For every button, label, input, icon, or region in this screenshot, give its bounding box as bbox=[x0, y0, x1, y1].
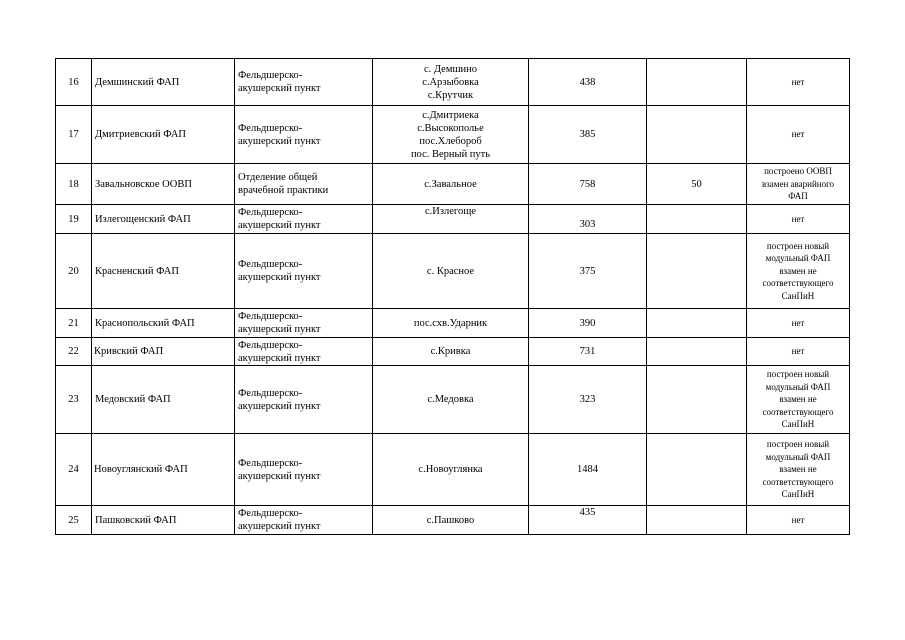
row-number: 22 bbox=[56, 338, 92, 366]
capacity bbox=[647, 59, 747, 106]
facilities-table bbox=[55, 58, 850, 535]
note: нет bbox=[747, 338, 850, 366]
table-row bbox=[56, 164, 850, 205]
row-number: 24 bbox=[56, 434, 92, 506]
note: построено ООВП взамен аварийного ФАП bbox=[747, 164, 850, 205]
facility-type: Фельдшерско- акушерский пункт bbox=[235, 366, 373, 434]
note: нет bbox=[747, 309, 850, 338]
facility-type: Отделение общей врачебной практики bbox=[235, 164, 373, 205]
facility-name: Краснопольский ФАП bbox=[92, 309, 235, 338]
table-row bbox=[56, 309, 850, 338]
facility-locations: с.Завальное bbox=[373, 164, 529, 205]
note: нет bbox=[747, 205, 850, 234]
population: 390 bbox=[529, 309, 647, 338]
population: 438 bbox=[529, 59, 647, 106]
note: построен новый модульный ФАП взамен не соответствующего СанПиН bbox=[747, 366, 850, 434]
row-number: 19 bbox=[56, 205, 92, 234]
capacity bbox=[647, 506, 747, 535]
facility-locations: с.Новоуглянка bbox=[373, 434, 529, 506]
table-row bbox=[56, 506, 850, 535]
table-row bbox=[56, 366, 850, 434]
facility-locations: с.Излегоще bbox=[373, 205, 529, 234]
facility-type: Фельдшерско- акушерский пункт bbox=[235, 106, 373, 164]
table-row bbox=[56, 59, 850, 106]
population: 385 bbox=[529, 106, 647, 164]
facility-type: Фельдшерско- акушерский пункт bbox=[235, 234, 373, 309]
facility-locations: с.Кривка bbox=[373, 338, 529, 366]
facility-type: Фельдшерско- акушерский пункт bbox=[235, 434, 373, 506]
facility-name: Медовский ФАП bbox=[92, 366, 235, 434]
capacity bbox=[647, 434, 747, 506]
facility-name: Дмитриевский ФАП bbox=[92, 106, 235, 164]
capacity bbox=[647, 234, 747, 309]
note: нет bbox=[747, 506, 850, 535]
facility-type: Фельдшерско- акушерский пункт bbox=[235, 205, 373, 234]
row-number: 17 bbox=[56, 106, 92, 164]
note: нет bbox=[747, 106, 850, 164]
table-row bbox=[56, 434, 850, 506]
facility-locations: с.Медовка bbox=[373, 366, 529, 434]
facility-locations: с.Пашково bbox=[373, 506, 529, 535]
population: 731 bbox=[529, 338, 647, 366]
row-number: 21 bbox=[56, 309, 92, 338]
row-number: 16 bbox=[56, 59, 92, 106]
facility-locations: пос.схв.Ударник bbox=[373, 309, 529, 338]
facility-name: Красненский ФАП bbox=[92, 234, 235, 309]
facility-name: Пашковский ФАП bbox=[92, 506, 235, 535]
facility-name: Новоуглянский ФАП bbox=[92, 434, 235, 506]
table-row bbox=[56, 106, 850, 164]
facility-type: Фельдшерско- акушерский пункт bbox=[235, 338, 373, 366]
population: 758 bbox=[529, 164, 647, 205]
row-number: 25 bbox=[56, 506, 92, 535]
facility-locations: с.Дмитриека с.Высокополье пос.Хлебороб пос. Верный путь bbox=[373, 106, 529, 164]
capacity bbox=[647, 338, 747, 366]
population: 323 bbox=[529, 366, 647, 434]
capacity bbox=[647, 366, 747, 434]
capacity bbox=[647, 309, 747, 338]
table-row bbox=[56, 234, 850, 309]
capacity bbox=[647, 106, 747, 164]
table-row bbox=[56, 205, 850, 234]
population: 1484 bbox=[529, 434, 647, 506]
row-number: 23 bbox=[56, 366, 92, 434]
note: нет bbox=[747, 59, 850, 106]
population: 375 bbox=[529, 234, 647, 309]
facility-type: Фельдшерско- акушерский пункт bbox=[235, 506, 373, 535]
facility-name: Излегощенский ФАП bbox=[92, 205, 235, 234]
facility-type: Фельдшерско- акушерский пункт bbox=[235, 59, 373, 106]
facility-locations: с. Демшино с.Арзыбовка с.Крутчик bbox=[373, 59, 529, 106]
facility-locations: с. Красное bbox=[373, 234, 529, 309]
facility-type: Фельдшерско- акушерский пункт bbox=[235, 309, 373, 338]
note: построен новый модульный ФАП взамен не соответствующего СанПиН bbox=[747, 234, 850, 309]
row-number: 20 bbox=[56, 234, 92, 309]
facility-name: Завальновское ООВП bbox=[92, 164, 235, 205]
population: 435 bbox=[529, 506, 647, 535]
note: построен новый модульный ФАП взамен не соответствующего СанПиН bbox=[747, 434, 850, 506]
capacity: 50 bbox=[647, 164, 747, 205]
capacity bbox=[647, 205, 747, 234]
table-row bbox=[56, 338, 850, 366]
population: 303 bbox=[529, 205, 647, 234]
facility-name: Демшинский ФАП bbox=[92, 59, 235, 106]
row-number: 18 bbox=[56, 164, 92, 205]
facility-name: Кривский ФАП bbox=[92, 338, 235, 366]
